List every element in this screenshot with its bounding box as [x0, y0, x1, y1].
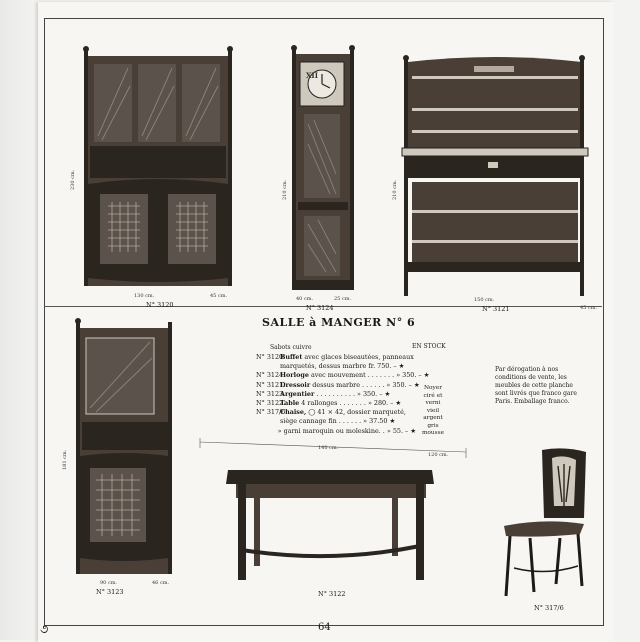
section-title: SALLE à MANGER N° 6 — [262, 316, 416, 329]
clock-height-dim: 210 cm. — [282, 179, 288, 200]
list-item: N° 3124. Horloge avec mouvement . . . . . . . » 350. – — [256, 371, 422, 380]
list-item: N° 3120. Buffet avec glaces biseautées, panneaux — [256, 353, 414, 361]
dresser-illustration — [400, 54, 590, 298]
clock-number: N° 3124 — [306, 304, 334, 312]
dresser-width-dim: 150 cm. — [474, 297, 495, 303]
price-list — [256, 353, 422, 436]
dresser-depth-dim: 45 cm. — [580, 305, 598, 311]
cabinet-number: N° 3123 — [96, 588, 124, 596]
buffet-depth-dim: 45 cm. — [210, 293, 228, 299]
stock-label: EN STOCK — [412, 343, 446, 350]
list-item: » garni maroquin ou moleskine. . » 55. – ★ — [277, 426, 416, 435]
chair-number: N° 317/6 — [534, 604, 564, 612]
clock-illustration — [290, 44, 356, 296]
clock-face-numeral: XII — [306, 71, 318, 80]
buffet-width-dim: 130 cm. — [134, 293, 155, 299]
cabinet-height-dim: 181 cm. — [62, 449, 68, 470]
section-subtitle: Sabots cuivre — [270, 344, 312, 351]
list-item: siège cannage fin . . . . . . » 37.50 ★ — [280, 417, 396, 426]
derogation-note: Par dérogation à nos conditions de vente, les meubles de cette planche sont livrés que franco gare Paris. Emballage franco. — [495, 366, 577, 405]
cabinet-illustration — [72, 318, 176, 580]
buffet-illustration — [80, 46, 240, 296]
clock-depth-dim: 25 cm. — [334, 296, 352, 302]
buffet-number: N° 3120 — [146, 301, 174, 309]
table-width-dim: 140 cm. — [318, 445, 339, 451]
table-number: N° 3122 — [318, 590, 346, 598]
list-item: N° 3122. Table 4 rallonges . . . . . . . » 280. – ★ — [256, 399, 402, 408]
dresser-number: N° 3121 — [482, 305, 510, 313]
list-item: N° 317/6. Chaise, ◯ 41 × 42, dossier marqueté, — [256, 408, 406, 417]
cabinet-depth-dim: 46 cm. — [152, 580, 170, 586]
book-spine — [0, 0, 38, 640]
list-item: N° 3121. Dressoir dessus marbre . . . . . . » 350. – ★ — [256, 380, 420, 389]
page-ornament: ૭ — [40, 622, 49, 636]
table-illustration — [196, 434, 476, 594]
buffet-height-dim: 230 cm. — [70, 169, 76, 190]
clock-width-dim: 40 cm. — [296, 296, 314, 302]
dresser-height-dim: 210 cm. — [392, 179, 398, 200]
list-item: N° 3123. Argentier . . . . . . . . . . » 350. – ★ — [256, 389, 391, 398]
table-depth-dim: 120 cm. — [428, 452, 449, 458]
cabinet-width-dim: 90 cm. — [100, 580, 118, 586]
list-item: marquetés, dessus marbre fr. 750. – ★ — [280, 362, 405, 371]
chair-illustration — [500, 446, 596, 600]
page-number: 64 — [318, 622, 331, 633]
stock-note: Noyer ciré et verni vieil argent gris mousse — [421, 385, 445, 436]
